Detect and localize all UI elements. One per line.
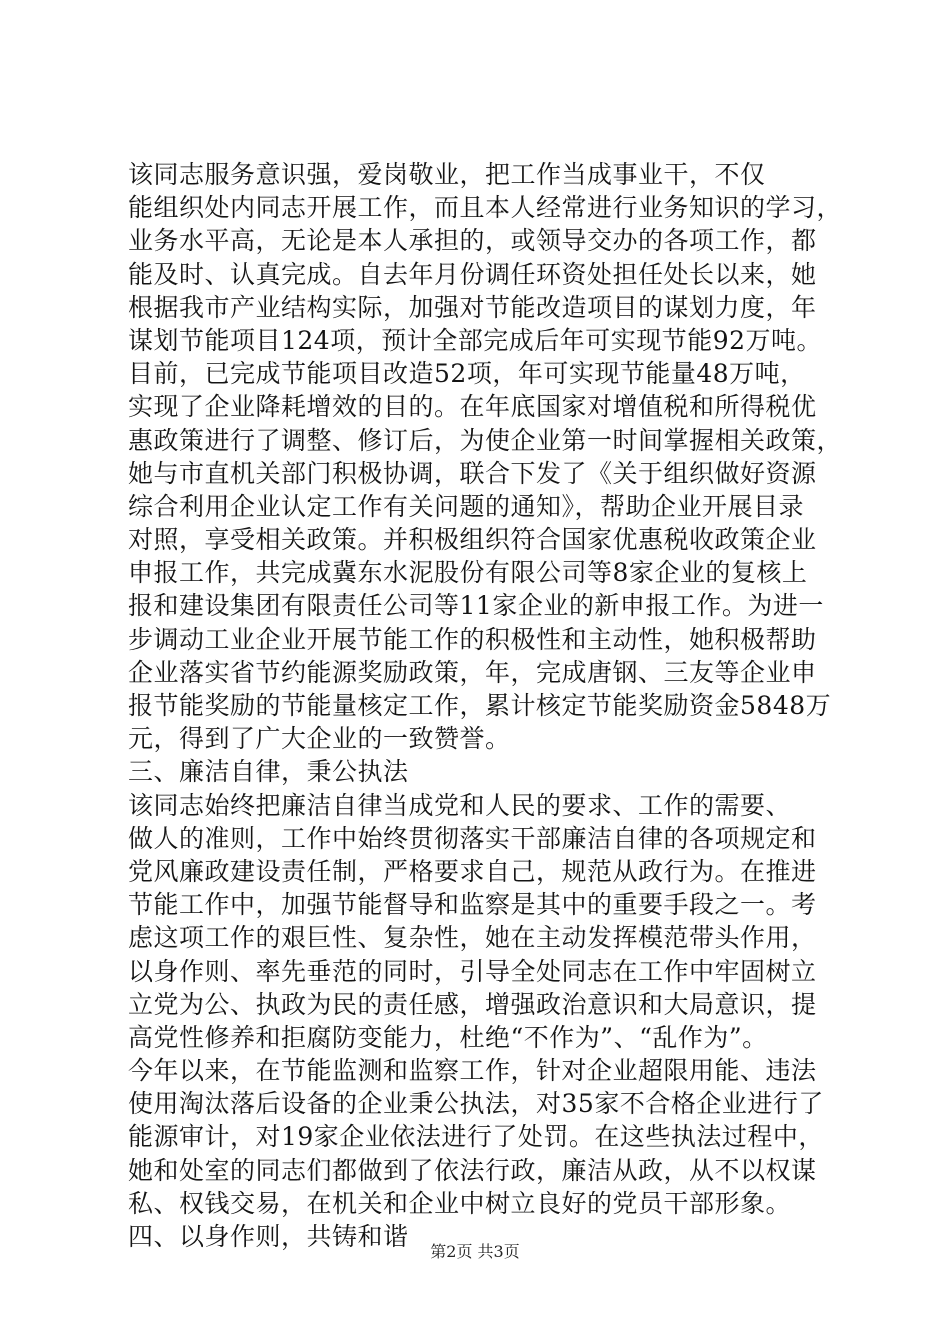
text-line: 私、权钱交易，在机关和企业中树立良好的党员干部形象。: [128, 1188, 792, 1218]
text-line: 她和处室的同志们都做到了依法行政，廉洁从政，从不以权谋: [128, 1155, 817, 1185]
text-line: 业务水平高，无论是本人承担的，或领导交办的各项工作，都: [128, 226, 817, 256]
text-line: 综合利用企业认定工作有关问题的通知》，帮助企业开展目录: [128, 491, 805, 521]
section-heading: 三、廉洁自律，秉公执法: [128, 757, 409, 787]
text-line: 高党性修养和拒腐防变能力，杜绝“不作为”、“乱作为”。: [128, 1022, 768, 1052]
text-line: 该同志始终把廉洁自律当成党和人民的要求、工作的需要、: [128, 790, 792, 820]
text-line: 惠政策进行了调整、修订后，为使企业第一时间掌握相关政策，: [128, 425, 843, 455]
text-line: 报和建设集团有限责任公司等11家企业的新申报工作。为进一: [128, 591, 824, 621]
text-line: 以身作则、率先垂范的同时，引导全处同志在工作中牢固树立: [128, 956, 817, 986]
text-line: 虑这项工作的艰巨性、复杂性，她在主动发挥模范带头作用，: [128, 923, 817, 953]
text-line: 根据我市产业结构实际，加强对节能改造项目的谋划力度，年: [128, 292, 817, 322]
text-line: 谋划节能项目124项，预计全部完成后年可实现节能92万吨。: [128, 325, 823, 355]
text-line: 节能工作中，加强节能督导和监察是其中的重要手段之一。考: [128, 890, 817, 920]
text-line: 申报工作，共完成冀东水泥股份有限公司等8家企业的复核上: [128, 558, 808, 588]
page-number-footer: 第2页 共3页: [430, 1242, 520, 1261]
text-line: 步调动工业企业开展节能工作的积极性和主动性，她积极帮助: [128, 624, 817, 654]
text-line: 能源审计，对19家企业依法进行了处罚。在这些执法过程中，: [128, 1122, 824, 1152]
text-line: 使用淘汰落后设备的企业秉公执法，对35家不合格企业进行了: [128, 1089, 824, 1119]
text-line: 她与市直机关部门积极协调，联合下发了《关于组织做好资源: [128, 458, 817, 488]
text-line: 报节能奖励的节能量核定工作，累计核定节能奖励资金5848万: [128, 691, 832, 720]
text-line: 能组织处内同志开展工作，而且本人经常进行业务知识的学习，: [128, 193, 843, 223]
text-line: 对照，享受相关政策。并积极组织符合国家优惠税收政策企业: [128, 525, 817, 555]
text-line: 做人的准则，工作中始终贯彻落实干部廉洁自律的各项规定和: [128, 823, 817, 853]
text-line: 实现了企业降耗增效的目的。在年底国家对增值税和所得税优: [128, 392, 817, 422]
section-heading: 四、以身作则，共铸和谐: [128, 1222, 409, 1251]
text-line: 元，得到了广大企业的一致赞誉。: [128, 724, 511, 754]
text-line: 企业落实省节约能源奖励政策，年，完成唐钢、三友等企业申: [128, 657, 817, 687]
text-line: 党风廉政建设责任制，严格要求自己，规范从政行为。在推进: [128, 856, 817, 886]
document-body: [128, 158, 843, 1253]
text-line: 该同志服务意识强，爱岗敬业，把工作当成事业干，不仅: [128, 160, 766, 189]
text-line: 目前，已完成节能项目改造52项，年可实现节能量48万吨，: [128, 359, 806, 389]
text-line: 今年以来，在节能监测和监察工作，针对企业超限用能、违法: [128, 1056, 817, 1086]
text-line: 立党为公、执政为民的责任感，增强政治意识和大局意识，提: [128, 989, 817, 1019]
text-line: 能及时、认真完成。自去年月份调任环资处担任处长以来，她: [128, 259, 817, 289]
